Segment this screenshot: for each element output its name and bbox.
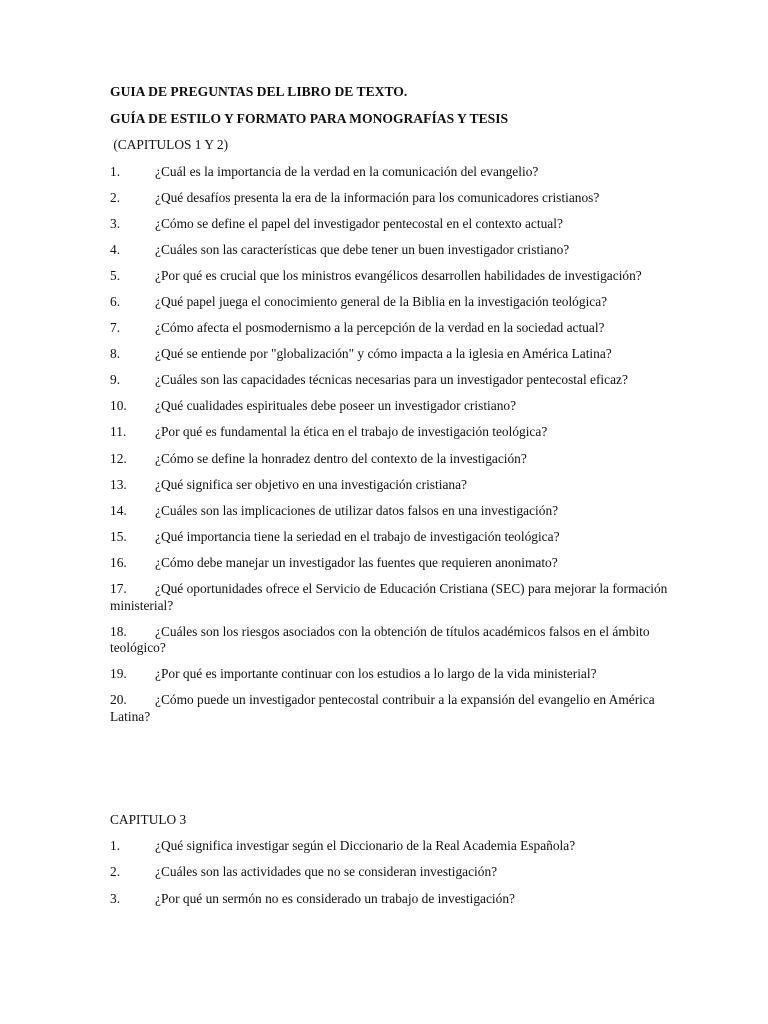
question-number: 2. <box>110 864 121 880</box>
question-number: 20. <box>110 692 127 708</box>
question-number: 1. <box>110 163 121 179</box>
section-spacer <box>110 735 670 812</box>
question-text: ¿Cómo puede un investigador pentecostal contribuir a la expansión del evangelio en América Latina? <box>110 692 655 724</box>
question-text: ¿Qué papel juega el conocimiento general de la Biblia en la investigación teológica? <box>155 293 608 309</box>
question-number: 12. <box>110 450 127 466</box>
question-item <box>110 838 670 855</box>
question-text: ¿Qué se entiende por "globalización" y cómo impacta a la iglesia en América Latina? <box>155 346 612 362</box>
question-number: 10. <box>110 398 127 414</box>
document-title: GUIA DE PREGUNTAS DEL LIBRO DE TEXTO. <box>110 84 408 99</box>
question-text: ¿Cómo afecta el posmodernismo a la percepción de la verdad en la sociedad actual? <box>155 320 605 336</box>
question-number: 15. <box>110 528 127 544</box>
question-item <box>110 190 670 207</box>
question-item <box>110 891 670 908</box>
question-number: 7. <box>110 320 121 336</box>
question-number: 4. <box>110 241 121 257</box>
question-text: ¿Por qué es crucial que los ministros evangélicos desarrollen habilidades de investigación? <box>155 267 642 283</box>
question-item <box>110 320 670 337</box>
question-item <box>110 581 670 614</box>
question-number: 19. <box>110 666 127 682</box>
section-heading-chapters-1-2: (CAPITULOS 1 Y 2) <box>110 137 229 152</box>
question-item <box>110 692 670 725</box>
question-item <box>110 424 670 441</box>
question-number: 1. <box>110 838 121 854</box>
question-item <box>110 346 670 363</box>
question-text: ¿Cuáles son los riesgos asociados con la obtención de títulos académicos falsos en el ámbito teológico? <box>110 623 650 656</box>
question-item <box>110 242 670 259</box>
question-item <box>110 268 670 285</box>
question-item <box>110 624 670 657</box>
question-text: ¿Qué importancia tiene la seriedad en el trabajo de investigación teológica? <box>155 528 560 544</box>
question-item <box>110 666 670 683</box>
question-item <box>110 216 670 233</box>
question-text: ¿Cómo debe manejar un investigador las fuentes que requieren anonimato? <box>155 554 558 570</box>
question-item <box>110 372 670 389</box>
question-number: 14. <box>110 502 127 518</box>
question-text: ¿Cuál es la importancia de la verdad en la comunicación del evangelio? <box>155 163 539 179</box>
question-text: ¿Cuáles son las capacidades técnicas necesarias para un investigador pentecostal eficaz? <box>155 372 628 388</box>
question-number: 8. <box>110 346 121 362</box>
question-item <box>110 398 670 415</box>
question-number: 13. <box>110 476 127 492</box>
question-number: 2. <box>110 189 121 205</box>
question-number: 3. <box>110 890 121 906</box>
question-text: ¿Cuáles son las características que debe tener un buen investigador cristiano? <box>155 241 570 257</box>
question-item <box>110 477 670 494</box>
question-item <box>110 451 670 468</box>
question-item <box>110 529 670 546</box>
question-number: 3. <box>110 215 121 231</box>
question-text: ¿Qué desafíos presenta la era de la información para los comunicadores cristianos? <box>155 189 600 205</box>
question-number: 16. <box>110 554 127 570</box>
question-text: ¿Qué cualidades espirituales debe poseer un investigador cristiano? <box>155 398 517 414</box>
question-text: ¿Cómo se define el papel del investigador pentecostal en el contexto actual? <box>155 215 563 231</box>
question-list-chapter-3 <box>110 838 670 907</box>
question-item <box>110 503 670 520</box>
question-item <box>110 294 670 311</box>
question-text: ¿Por qué es fundamental la ética en el trabajo de investigación teológica? <box>155 424 548 440</box>
question-item <box>110 164 670 181</box>
question-item <box>110 864 670 881</box>
question-text: ¿Por qué es importante continuar con los estudios a lo largo de la vida ministerial? <box>155 666 597 682</box>
question-number: 5. <box>110 267 121 283</box>
question-number: 9. <box>110 372 121 388</box>
question-text: ¿Cuáles son las implicaciones de utilizar datos falsos en una investigación? <box>155 502 559 518</box>
question-list-chapters-1-2 <box>110 164 670 726</box>
question-number: 17. <box>110 581 127 596</box>
question-text: ¿Qué significa ser objetivo en una investigación cristiana? <box>155 476 467 492</box>
question-number: 11. <box>110 424 127 440</box>
question-text: ¿Cuáles son las actividades que no se consideran investigación? <box>155 864 498 880</box>
question-item <box>110 555 670 572</box>
document-subtitle: GUÍA DE ESTILO Y FORMATO PARA MONOGRAFÍAS Y TESIS <box>110 110 509 126</box>
question-text: ¿Cómo se define la honradez dentro del contexto de la investigación? <box>155 450 527 466</box>
question-text: ¿Por qué un sermón no es considerado un trabajo de investigación? <box>155 890 515 906</box>
question-number: 6. <box>110 293 121 309</box>
question-text: ¿Qué significa investigar según el Diccionario de la Real Academia Española? <box>155 838 576 854</box>
document-content <box>110 84 670 917</box>
question-text: ¿Qué oportunidades ofrece el Servicio de Educación Cristiana (SEC) para mejorar la formación ministerial? <box>110 581 668 613</box>
section-heading-chapter-3: CAPITULO 3 <box>110 811 187 827</box>
question-number: 18. <box>110 623 127 639</box>
